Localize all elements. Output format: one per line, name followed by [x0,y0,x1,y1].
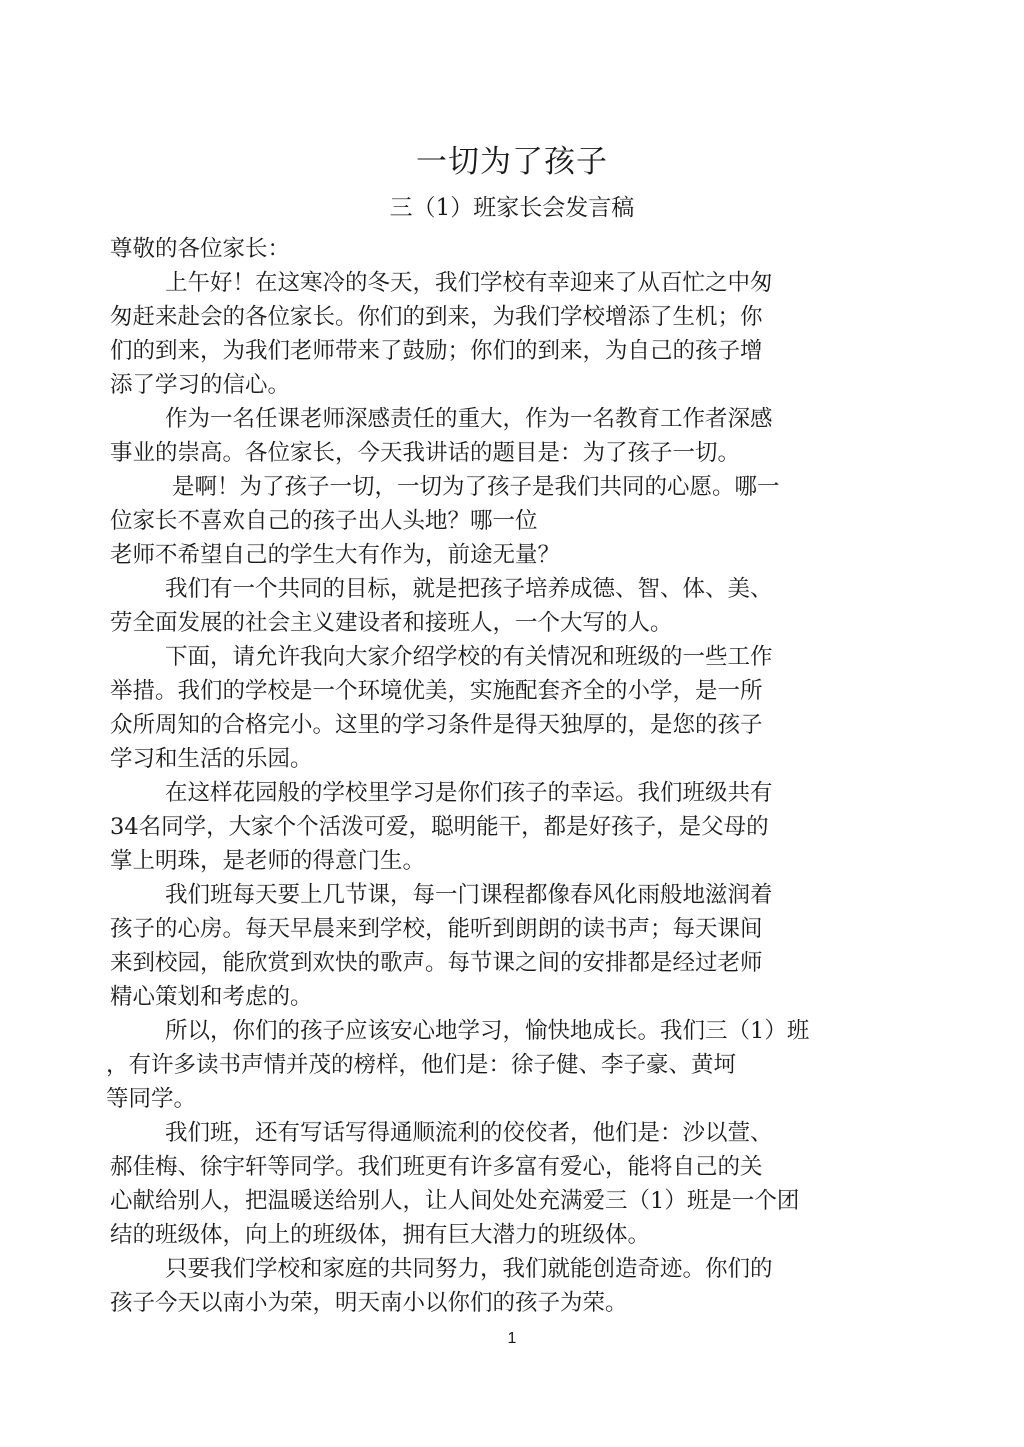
text-line: 精心策划和考虑的。 [110,984,313,1010]
text-line: 等同学。 [106,1086,197,1112]
document-subtitle: 三（1）班家长会发言稿 [389,195,635,221]
text-line: 所以，你们的孩子应该安心地学习，愉快地成长。我们三（1）班 [165,1018,810,1044]
text-line: 下面，请允许我向大家介绍学校的有关情况和班级的一些工作 [165,644,773,670]
document-title: 一切为了孩子 [416,144,608,180]
text-line: 位家长不喜欢自己的孩子出人头地？哪一位 [110,508,538,534]
text-line: 上午好！在这寒冷的冬天，我们学校有幸迎来了从百忙之中匆 [165,270,773,296]
text-line: 老师不希望自己的学生大有作为，前途无量？ [110,542,561,568]
text-line: 尊敬的各位家长： [110,236,291,262]
text-line: 郝佳梅、徐宇轩等同学。我们班更有许多富有爱心，能将自己的关 [110,1154,763,1180]
text-line: 掌上明珠，是老师的得意门生。 [110,848,426,874]
text-line: 匆赶来赴会的各位家长。你们的到来，为我们学校增添了生机；你 [110,304,763,330]
text-line: 心献给别人，把温暖送给别人，让人间处处充满爱三（1）班是一个团 [110,1188,800,1214]
text-line: 我们有一个共同的目标，就是把孩子培养成德、智、体、美、 [165,576,773,602]
text-line: 孩子的心房。每天早晨来到学校，能听到朗朗的读书声；每天课间 [110,916,763,942]
text-line: 是啊！为了孩子一切，一切为了孩子是我们共同的心愿。哪一 [172,474,780,500]
text-line: 举措。我们的学校是一个环境优美，实施配套齐全的小学，是一所 [110,678,763,704]
text-line: 结的班级体，向上的班级体，拥有巨大潜力的班级体。 [110,1222,651,1248]
text-line: 们的到来，为我们老师带来了鼓励；你们的到来，为自己的孩子增 [110,338,763,364]
text-line: 劳全面发展的社会主义建设者和接班人，一个大写的人。 [110,610,673,636]
text-line: 34名同学，大家个个活泼可爱，聪明能干，都是好孩子，是父母的 [110,814,769,840]
text-line: 事业的崇高。各位家长，今天我讲话的题目是：为了孩子一切。 [110,440,741,466]
text-line: 在这样花园般的学校里学习是你们孩子的幸运。我们班级共有 [165,780,773,806]
text-line: 孩子今天以南小为荣，明天南小以你们的孩子为荣。 [110,1290,628,1316]
text-line: 来到校园，能欣赏到欢快的歌声。每节课之间的安排都是经过老师 [110,950,763,976]
text-line: 我们班每天要上几节课，每一门课程都像春风化雨般地滋润着 [165,882,773,908]
text-line: 学习和生活的乐园。 [110,746,313,772]
text-line: 众所周知的合格完小。这里的学习条件是得天独厚的，是您的孩子 [110,712,763,738]
text-line: ，有许多读书声情并茂的榜样，他们是：徐子健、李子豪、黄坷 [106,1052,737,1078]
text-line: 添了学习的信心。 [110,372,291,398]
text-line: 只要我们学校和家庭的共同努力，我们就能创造奇迹。你们的 [165,1256,773,1282]
page-number: 1 [507,1330,517,1347]
text-line: 我们班，还有写话写得通顺流利的佼佼者，他们是：沙以萱、 [165,1120,773,1146]
text-line: 作为一名任课老师深感责任的重大，作为一名教育工作者深感 [165,406,773,432]
